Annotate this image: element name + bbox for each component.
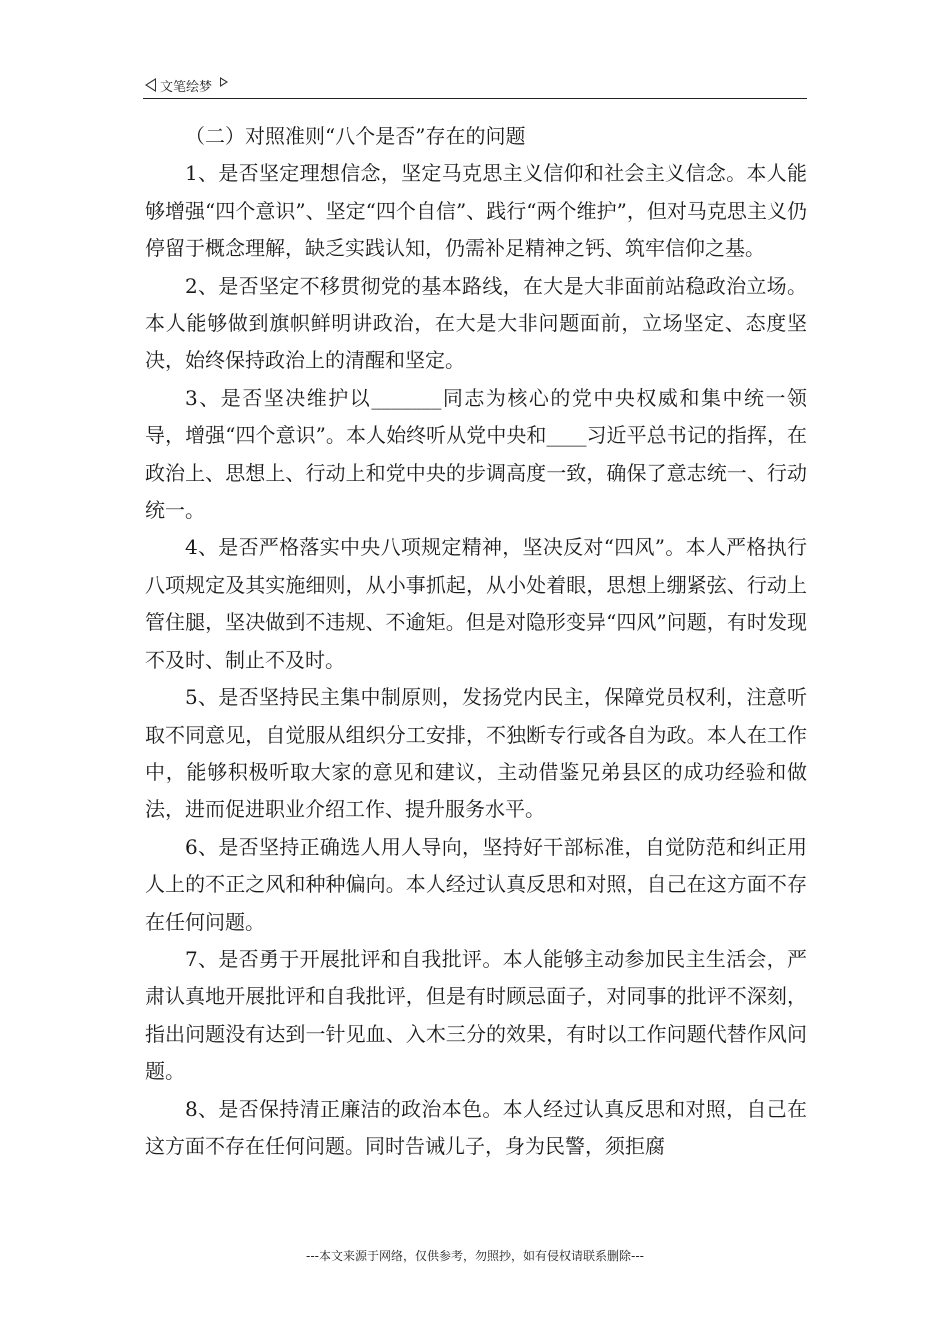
- section-heading: （二）对照准则“八个是否”存在的问题: [185, 124, 526, 148]
- paragraph-8: 8、是否保持清正廉洁的政治本色。本人经过认真反思和对照，自己在这方面不存在任何问题。同时告诫儿子，身为民警，须拒腐: [145, 1096, 807, 1158]
- page-header: [145, 74, 228, 96]
- left-triangle-icon: [145, 78, 156, 92]
- paragraph-3: 3、是否坚决维护以_______同志为核心的党中央权威和集中统一领导，增强“四个意识”。本人始终听从党中央和____习近平总书记的指挥，在政治上、思想上、行动上和党中央的步调高度一致，确保了意志统一、行动统一。: [145, 385, 807, 523]
- paragraph-2: 2、是否坚定不移贯彻党的基本路线，在大是大非面前站稳政治立场。本人能够做到旗帜鲜明讲政治，在大是大非问题面前，立场坚定、态度坚决，始终保持政治上的清醒和坚定。: [145, 273, 807, 373]
- paragraph-1: 1、是否坚定理想信念，坚定马克思主义信仰和社会主义信念。本人能够增强“四个意识”、坚定“四个自信”、践行“两个维护”，但对马克思主义仍停留于概念理解，缺乏实践认知，仍需补足精神之钙、筑牢信仰之基。: [145, 161, 807, 261]
- document-body: [145, 118, 807, 1165]
- header-divider: [143, 98, 807, 99]
- paragraph-4: 4、是否严格落实中央八项规定精神，坚决反对“四风”。本人严格执行八项规定及其实施细则，从小事抓起，从小处着眼，思想上绷紧弦、行动上管住腿，坚决做到不违规、不逾矩。但是对隐形变异“四风”问题，有时发现不及时、制止不及时。: [145, 535, 807, 672]
- footer-notice: ---本文来源于网络，仅供参考，勿照抄，如有侵权请联系删除---: [306, 1249, 644, 1263]
- paragraph-5: 5、是否坚持民主集中制原则，发扬党内民主，保障党员权利，注意听取不同意见，自觉服从组织分工安排，不独断专行或各自为政。本人在工作中，能够积极听取大家的意见和建议，主动借鉴兄弟县区的成功经验和做法，进而促进职业介绍工作、提升服务水平。: [145, 685, 807, 822]
- right-triangle-icon: [220, 77, 228, 87]
- paragraph-6: 6、是否坚持正确选人用人导向，坚持好干部标准，自觉防范和纠正用人上的不正之风和种种偏向。本人经过认真反思和对照，自己在这方面不存在任何问题。: [145, 834, 807, 934]
- header-logo-text: 文笔绘梦: [160, 79, 213, 95]
- paragraph-7: 7、是否勇于开展批评和自我批评。本人能够主动参加民主生活会，严肃认真地开展批评和自我批评，但是有时顾忌面子，对同事的批评不深刻，指出问题没有达到一针见血、入木三分的效果，有时以工作问题代替作风问题。: [145, 946, 807, 1084]
